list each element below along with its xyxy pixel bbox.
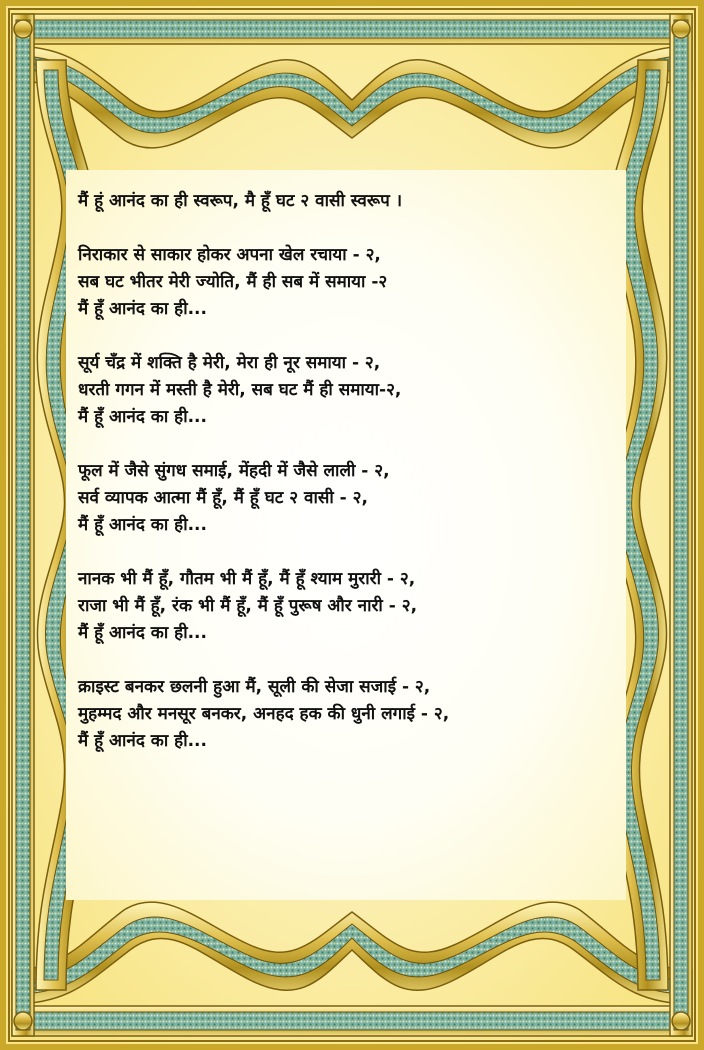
refrain-line: मैं हूँ आनंद का ही...	[78, 299, 207, 319]
stanza-gap	[78, 215, 638, 242]
stanza-line: धरती गगन में मस्ती है मेरी, सब घट मैं ही समाया-२,	[78, 380, 402, 400]
refrain-line: मैं हूँ आनंद का ही...	[78, 623, 207, 643]
stanza-line: मुहम्मद और मनसूर बनकर, अनहद हक की धुनी लगाई - २,	[78, 704, 450, 724]
stanza-1	[78, 242, 638, 323]
stanza-line: क्राइस्ट बनकर छलनी हुआ मैं, सूली की सेजा सजाई - २,	[78, 677, 431, 697]
stanza-line: सर्व व्यापक आत्मा मैं हूँ, मैं हूँ घट २ वासी - २,	[78, 488, 368, 508]
stanza-4	[78, 566, 638, 647]
refrain-line: मैं हूँ आनंद का ही...	[78, 515, 207, 535]
stanza-line: निराकार से साकार होकर अपना खेल रचाया - २,	[78, 245, 381, 265]
stanza-line: सब घट भीतर मेरी ज्योति, मैं ही सब में समाया -२	[78, 272, 388, 292]
poem-opening-line: मैं हूं आनंद का ही स्वरूप, मै हूँ घट २ वासी स्वरूप ।	[78, 191, 403, 211]
refrain-line: मैं हूँ आनंद का ही...	[78, 407, 207, 427]
stanza-line: सूर्य चँद्र में शक्ति है मेरी, मेरा ही नूर समाया - २,	[78, 353, 381, 373]
poem-text	[78, 188, 638, 782]
stanza-line: फूल में जैसे सुंगध समाई, मेंहदी में जैसे लाली - २,	[78, 461, 390, 481]
stanza-2	[78, 350, 638, 431]
stanza-line: नानक भी मैं हूँ, गौतम भी मैं हूँ, मैं हूँ श्याम मुरारी - २,	[78, 569, 416, 589]
stanza-5	[78, 674, 638, 755]
stanza-line: राजा भी मैं हूँ, रंक भी मैं हूँ, मैं हूँ पुरूष और नारी - २,	[78, 596, 418, 616]
stanza-3	[78, 458, 638, 539]
refrain-line: मैं हूँ आनंद का ही...	[78, 731, 207, 751]
